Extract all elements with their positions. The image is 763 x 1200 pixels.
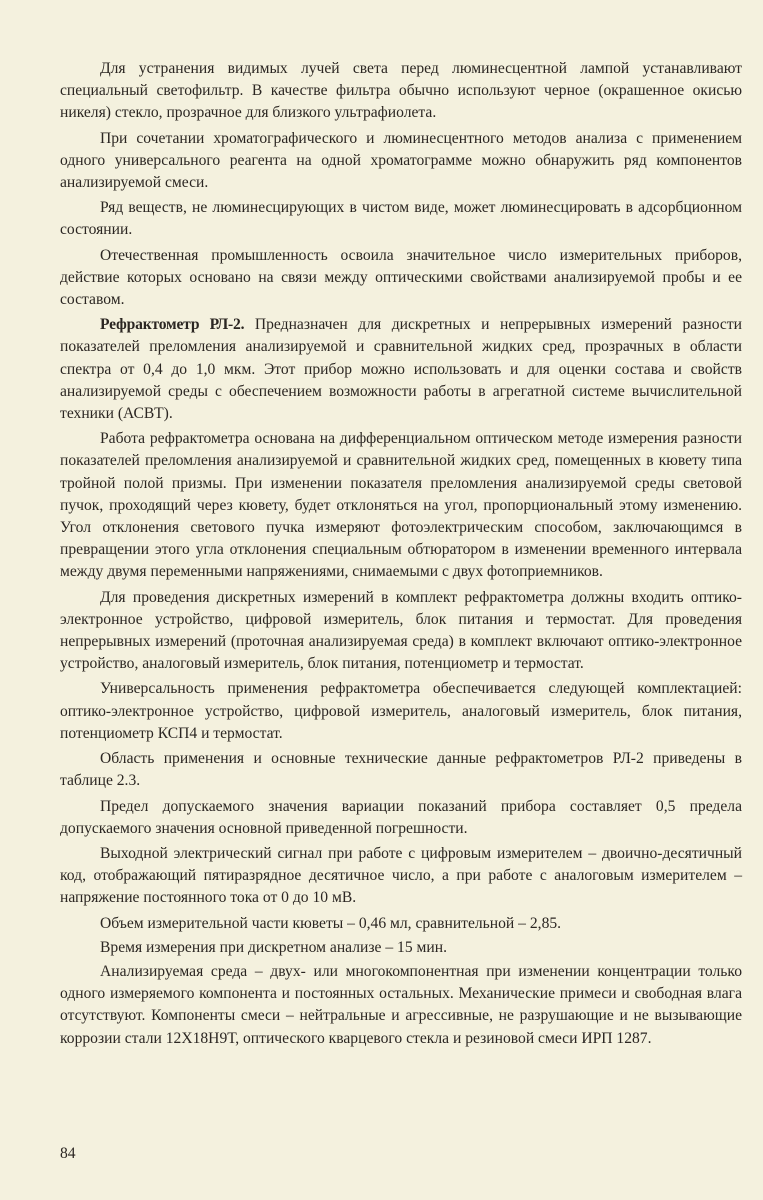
paragraph-universality: Универсальность применения рефрактометра обеспечивается следующей комплектацией: оптико-электронное устройство, цифровой измеритель, аналоговый измеритель, блок питания, потенциометр КСП4 и термостат.: [60, 680, 742, 742]
refractometer-intro-text: Предназначен для дискретных и непрерывных измерений разности показателей преломления анализируемой и сравнительной жидких сред, прозрачных в области спектра от 0,4 до 1,0 мкм. Этот прибор можно использовать и для оценки состава и свойств анализируемой среды с обеспечением возможности работы в агрегатной системе вычислительной техники (АСВТ).: [60, 316, 742, 423]
paragraph-cuvette-volume: Объем измерительной части кюветы – 0,46 мл, сравнительной – 2,85.: [100, 914, 562, 932]
paragraph-industry: Отечественная промышленность освоила значительное число измерительных приборов, действие которых основано на связи между оптическими свойствами анализируемой пробы и ее составом.: [60, 246, 742, 309]
paragraph-refractometer-intro: [60, 314, 742, 425]
paragraph-table-reference: Область применения и основные технические данные рефрактометров РЛ-2 приведены в таблице 2.3.: [60, 750, 742, 790]
paragraph-output-signal: Выходной электрический сигнал при работе с цифровым измерителем – двоично-десятичный код, отображающий пятиразрядное десятичное число, а при работе с аналоговым измерителем – напряжение постоянного тока от 0 до 10 мВ.: [60, 844, 742, 907]
paragraph-analyzed-medium: Анализируемая среда – двух- или многокомпонентная при изменении концентрации только одного измеряемого компонента и постоянных остальных. Механические примеси и свободная влага отсутствуют. Компоненты смеси – нейтральные и агрессивные, не разрушающие и не вызывающие коррозии стали 12Х18Н9Т, оптического кварцевого стекла и резиновой смеси ИРП 1287.: [60, 962, 742, 1047]
paragraph-measurement-time: Время измерения при дискретном анализе – 15 мин.: [100, 938, 447, 956]
refractometer-term: Рефрактометр РЛ-2.: [100, 316, 245, 334]
body-text: [60, 58, 742, 1053]
paragraph-chromatography: При сочетании хроматографического и люминесцентного методов анализа с применением одного универсального реагента на одной хроматограмме можно обнаружить ряд компонентов анализируемой смеси.: [60, 129, 742, 192]
paragraph-kit-composition: Для проведения дискретных измерений в комплект рефрактометра должны входить оптико-электронное устройство, цифровой измеритель, блок питания и термостат. Для проведения непрерывных измерений (проточная анализируемая среда) в комплект включают оптико-электронное устройство, аналоговый измеритель, блок питания, потенциометр и термостат.: [60, 588, 742, 673]
paragraph-adsorption: Ряд веществ, не люминесцирующих в чистом виде, может люминесцировать в адсорбционном состоянии.: [60, 199, 742, 239]
paragraph-variation-limit: Предел допускаемого значения вариации показаний прибора составляет 0,5 предела допускаемого значения основной приведенной погрешности.: [60, 797, 742, 837]
paragraph-uv-filter: Для устранения видимых лучей света перед люминесцентной лампой устанавливают специальный светофильтр. В качестве фильтра обычно используют черное (окрашенное окисью никеля) стекло, прозрачное для близкого ультрафиолета.: [60, 60, 742, 122]
page-number: 84: [60, 1145, 76, 1162]
paragraph-operating-principle: Работа рефрактометра основана на дифференциальном оптическом методе измерения разности показателей преломления анализируемой и сравнительной жидких сред, помещенных в кювету типа тройной полой призмы. При изменении показателя преломления анализируемой среды световой пучок, проходящий через кювету, будет отклоняться на угол, пропорциональный этому изменению. Угол отклонения светового пучка измеряют фотоэлектрическим способом, заключающимся в превращении этого угла отклонения специальным обтюратором в изменении временного интервала между двумя переменными напряжениями, снимаемыми с двух фотоприемников.: [60, 430, 742, 581]
